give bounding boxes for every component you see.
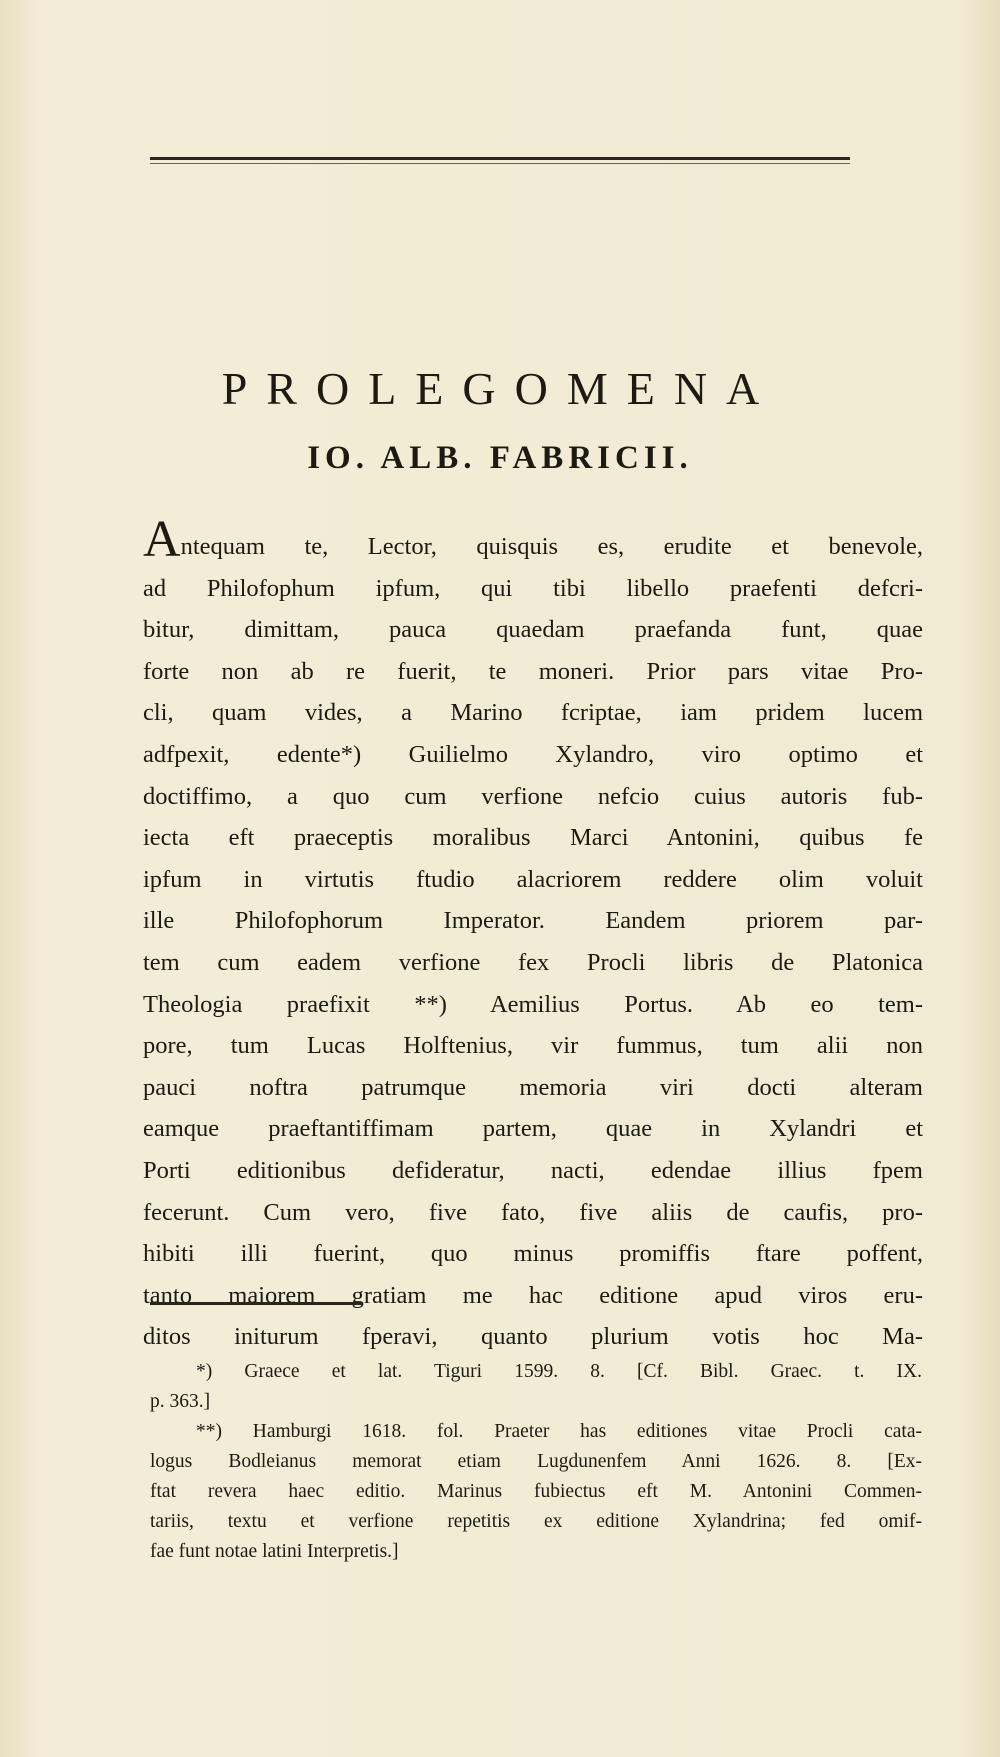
- header-rule-thin: [150, 163, 850, 164]
- text-line: hibiti illi fuerint, quo minus promiffis ftare poffent,: [143, 1240, 923, 1268]
- text-line: tanto maiorem gratiam me hac editione apud viros eru-: [143, 1281, 923, 1309]
- footnotes: [150, 1357, 922, 1567]
- text-line: ille Philofophorum Imperator. Eandem priorem par-: [143, 907, 923, 935]
- text-line: ad Philofophum ipfum, qui tibi libello praefenti defcri-: [143, 574, 923, 602]
- text-line: iecta eft praeceptis moralibus Marci Antonini, quibus fe: [143, 824, 923, 852]
- footnote-line: *) Graece et lat. Tiguri 1599. 8. [Cf. Bibl. Graec. t. IX.: [196, 1361, 922, 1382]
- body-text: [143, 511, 923, 1358]
- text-line: pauci noftra patrumque memoria viri docti alteram: [143, 1073, 923, 1101]
- text-line: bitur, dimittam, pauca quaedam praefanda funt, quae: [143, 616, 923, 644]
- header-rule: [150, 157, 850, 160]
- page-title: PROLEGOMENA: [221, 363, 779, 414]
- text-line: pore, tum Lucas Holftenius, vir fummus, tum alii non: [143, 1032, 923, 1060]
- footnote-line: ftat revera haec editio. Marinus fubiectus eft M. Antonini Commen-: [150, 1481, 922, 1502]
- text-line: fecerunt. Cum vero, five fato, five aliis de caufis, pro-: [143, 1198, 923, 1226]
- footnote-line: tariis, textu et verfione repetitis ex editione Xylandrina; fed omif-: [150, 1511, 922, 1532]
- footnote-line: logus Bodleianus memorat etiam Lugdunenfem Anni 1626. 8. [Ex-: [150, 1451, 922, 1472]
- text-line: doctiffimo, a quo cum verfione nefcio cuius autoris fub-: [143, 782, 923, 810]
- page-subtitle: IO. ALB. FABRICII.: [307, 440, 693, 476]
- text-line: forte non ab re fuerit, te moneri. Prior pars vitae Pro-: [143, 657, 923, 685]
- text-line: Porti editionibus defideratur, nacti, edendae illius fpem: [143, 1156, 923, 1184]
- footnote-rule: [150, 1302, 362, 1305]
- text-line: ditos initurum fperavi, quanto plurium votis hoc Ma-: [143, 1323, 923, 1351]
- text-line: Theologia praefixit **) Aemilius Portus. Ab eo tem-: [143, 990, 923, 1018]
- text-line: cli, quam vides, a Marino fcriptae, iam pridem lucem: [143, 699, 923, 727]
- text-line: eamque praeftantiffimam partem, quae in Xylandri et: [143, 1115, 923, 1143]
- footnote-line: fae funt notae latini Interpretis.]: [150, 1541, 399, 1562]
- footnote-line: p. 363.]: [150, 1391, 211, 1412]
- text-line: adfpexit, edente*) Guilielmo Xylandro, viro optimo et: [143, 740, 923, 768]
- text-line: ipfum in virtutis ftudio alacriorem reddere olim voluit: [143, 865, 923, 893]
- footnote-line: **) Hamburgi 1618. fol. Praeter has editiones vitae Procli cata-: [196, 1421, 922, 1442]
- drop-cap: A: [143, 511, 181, 568]
- text-line: Antequam te, Lector, quisquis es, erudite et benevole,: [143, 511, 923, 568]
- text-line: tem cum eadem verfione fex Procli libris de Platonica: [143, 948, 923, 976]
